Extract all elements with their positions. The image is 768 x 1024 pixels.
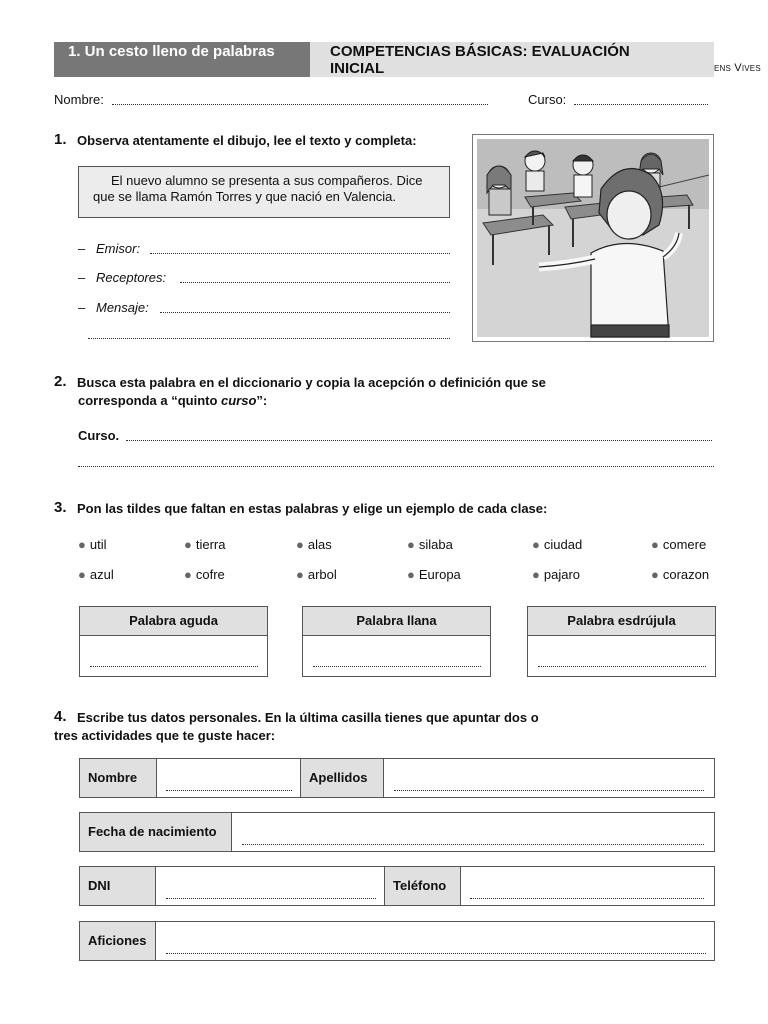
title-line-2: INICIAL <box>330 60 385 77</box>
aficiones-label: Aficiones <box>80 922 156 960</box>
row-aficiones <box>79 921 715 961</box>
q1-dash-1: – <box>78 241 86 256</box>
word-list-item: ● Europa <box>407 567 461 582</box>
q2-prompt-part-c: ”: <box>256 393 268 408</box>
word-list-item: ● corazon <box>651 567 710 582</box>
mensaje-line[interactable] <box>160 312 450 313</box>
aguda-line[interactable] <box>90 666 258 667</box>
receptores-label: Receptores: <box>96 270 167 285</box>
q2-prompt-keyword: curso <box>221 393 257 408</box>
name-line[interactable] <box>112 104 488 105</box>
apellidos-label: Apellidos <box>300 759 384 797</box>
esdrujula-header: Palabra esdrújula <box>528 607 715 636</box>
mensaje-line-2[interactable] <box>88 338 450 339</box>
q2-number: 2. <box>54 373 67 390</box>
llana-cell[interactable] <box>303 636 490 676</box>
q4-prompt-line-2: tres actividades que te guste hacer: <box>54 728 276 743</box>
word-list-item: ● pajaro <box>532 567 580 582</box>
word-list-item: ● alas <box>296 537 332 552</box>
word-list-item: ● ciudad <box>532 537 583 552</box>
esdrujula-cell[interactable] <box>528 636 715 676</box>
row-dni-telefono <box>79 866 715 906</box>
word-list-item: ● arbol <box>296 567 337 582</box>
aguda-header: Palabra aguda <box>80 607 267 636</box>
aficiones-input-line[interactable] <box>166 953 706 954</box>
esdrujula-line[interactable] <box>538 666 706 667</box>
q2-field-label: Curso. <box>78 428 120 443</box>
q1-dash-3: – <box>78 300 86 315</box>
q2-answer-line-2[interactable] <box>78 466 714 467</box>
aguda-cell[interactable] <box>80 636 267 676</box>
q1-dash-2: – <box>78 270 86 285</box>
q2-prompt-line-1: Busca esta palabra en el diccionario y copia la acepción o definición que se <box>77 375 546 390</box>
word-list-item: ● azul <box>78 567 114 582</box>
mensaje-label: Mensaje: <box>96 300 149 315</box>
dni-input-line[interactable] <box>166 898 376 899</box>
word-list-item: ● util <box>78 537 107 552</box>
llana-header: Palabra llana <box>303 607 490 636</box>
q2-prompt-part-a: corresponda a “quinto <box>78 393 222 408</box>
dni-label: DNI <box>80 867 156 905</box>
q1-prompt: Observa atentamente el dibujo, lee el texto y completa: <box>77 133 417 148</box>
word-list-item: ● tierra <box>184 537 226 552</box>
row-fecha <box>79 812 715 852</box>
unit-label: 1. Un cesto lleno de palabras <box>54 42 310 77</box>
fecha-input-line[interactable] <box>242 844 704 845</box>
word-list-item: ● silaba <box>407 537 453 552</box>
page-title <box>310 42 714 77</box>
telefono-label: Teléfono <box>384 867 461 905</box>
word-list-item: ● cofre <box>184 567 225 582</box>
q3-prompt: Pon las tildes que faltan en estas palabras y elige un ejemplo de cada clase: <box>77 501 548 516</box>
title-line-1: COMPETENCIAS BÁSICAS: EVALUACIÓN <box>330 43 630 60</box>
q2-answer-line-1[interactable] <box>126 440 712 441</box>
publisher-brand: ens Vives <box>714 62 761 74</box>
llana-table <box>302 606 491 677</box>
emisor-label: Emisor: <box>96 241 141 256</box>
q3-number: 3. <box>54 499 67 516</box>
course-line[interactable] <box>574 104 708 105</box>
classroom-illustration <box>472 134 714 342</box>
fecha-label: Fecha de nacimiento <box>80 813 232 851</box>
apellidos-input-line[interactable] <box>394 790 704 791</box>
nombre-label: Nombre <box>80 759 157 797</box>
esdrujula-table <box>527 606 716 677</box>
nombre-input-line[interactable] <box>166 790 292 791</box>
course-label: Curso: <box>528 92 567 107</box>
name-label: Nombre: <box>54 92 104 107</box>
receptores-line[interactable] <box>180 282 450 283</box>
aguda-table <box>79 606 268 677</box>
classroom-drawing <box>473 135 713 341</box>
llana-line[interactable] <box>313 666 481 667</box>
q1-text-box: El nuevo alumno se presenta a sus compañeros. Dice que se llama Ramón Torres y que nació en Valencia. <box>78 166 450 218</box>
telefono-input-line[interactable] <box>470 898 704 899</box>
row-nombre-apellidos <box>79 758 715 798</box>
emisor-line[interactable] <box>150 253 450 254</box>
q2-prompt-line-2 <box>78 393 267 408</box>
q4-prompt-line-1: Escribe tus datos personales. En la última casilla tienes que apuntar dos o <box>77 710 539 725</box>
q1-number: 1. <box>54 131 67 148</box>
word-list-item: ● comere <box>651 537 707 552</box>
q4-number: 4. <box>54 708 67 725</box>
